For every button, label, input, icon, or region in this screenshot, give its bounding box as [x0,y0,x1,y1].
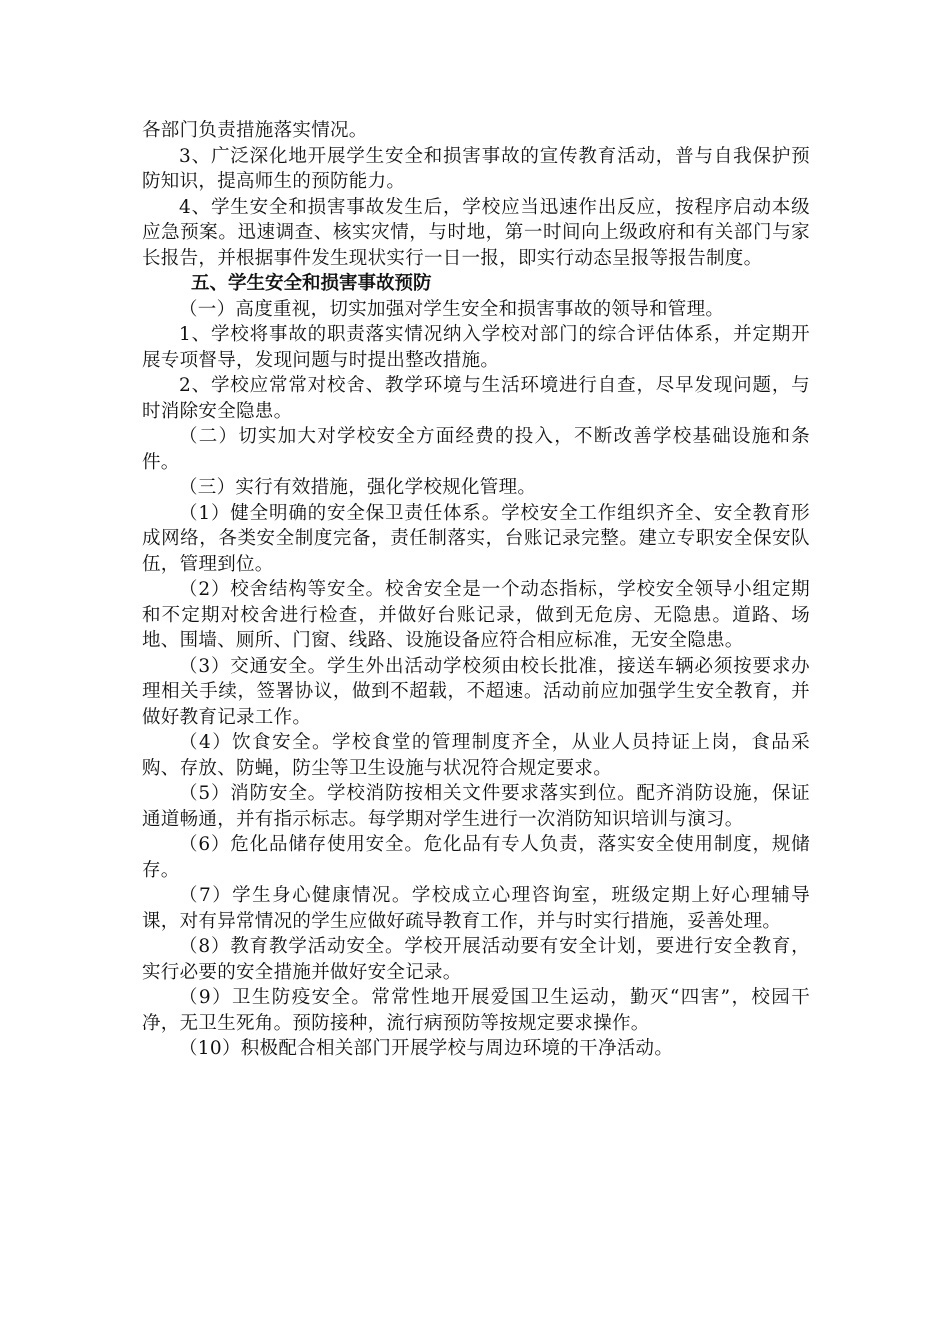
paragraph: （三）实行有效措施，强化学校规化管理。 [179,477,537,498]
paragraph: 1、学校将事故的职责落实情况纳入学校对部门的综合评估体系，并定期开展专项督导，发现问题与时提出整改措施。 [142,324,810,371]
paragraph: （二）切实加大对学校安全方面经费的投入，不断改善学校基础设施和条件。 [142,426,810,473]
paragraph: （7）学生身心健康情况。学校成立心理咨询室，班级定期上好心理辅导课，对有异常情况的学生应做好疏导教育工作，并与时实行措施，妥善处理。 [142,885,810,932]
paragraph: （4）饮食安全。学校食堂的管理制度齐全，从业人员持证上岗，食品采购、存放、防蝇，防尘等卫生设施与状况符合规定要求。 [142,732,810,779]
paragraph: 2、学校应常常对校舍、教学环境与生活环境进行自查，尽早发现问题，与时消除安全隐患。 [142,375,810,422]
paragraph: （10）积极配合相关部门开展学校与周边环境的干净活动。 [179,1038,674,1059]
paragraph: 3、广泛深化地开展学生安全和损害事故的宣传教育活动，普与自我保护预防知识，提高师生的预防能力。 [142,145,810,192]
document-page [142,118,810,1062]
paragraph: （2）校舍结构等安全。校舍安全是一个动态指标，学校安全领导小组定期和不定期对校舍进行检查，并做好台账记录，做到无危房、无隐患。道路、场地、围墙、厕所、门窗、线路、设施设备应符合相应标准，无安全隐患。 [142,579,810,651]
paragraph: 4、学生安全和损害事故发生后，学校应当迅速作出反应，按程序启动本级应急预案。迅速调查、核实灾情，与时地，第一时间向上级政府和有关部门与家长报告，并根据事件发生现状实行一日一报，即实行动态呈报等报告制度。 [142,196,810,269]
paragraph: （5）消防安全。学校消防按相关文件要求落实到位。配齐消防设施，保证通道畅通，并有指示标志。每学期对学生进行一次消防知识培训与演习。 [142,783,810,830]
paragraph: （8）教育教学活动安全。学校开展活动要有安全计划，要进行安全教育，实行必要的安全措施并做好安全记录。 [142,936,810,983]
paragraph: （9）卫生防疫安全。常常性地开展爱国卫生运动，勤灭“四害”，校园干净，无卫生死角。预防接种，流行病预防等按规定要求操作。 [142,987,810,1034]
paragraph: 各部门负责措施落实情况。 [142,120,368,141]
paragraph: （3）交通安全。学生外出活动学校须由校长批准，接送车辆必须按要求办理相关手续，签署协议，做到不超载，不超速。活动前应加强学生安全教育，并做好教育记录工作。 [142,655,810,728]
paragraph: （一）高度重视，切实加强对学生安全和损害事故的领导和管理。 [179,298,725,320]
section-heading: 五、学生安全和损害事故预防 [191,273,432,294]
paragraph: （1）健全明确的安全保卫责任体系。学校安全工作组织齐全、安全教育形成网络，各类安全制度完备，责任制落实，台账记录完整。建立专职安全保安队伍，管理到位。 [142,502,810,575]
paragraph: （6）危化品储存使用安全。危化品有专人负责，落实安全使用制度，规储存。 [142,834,810,881]
